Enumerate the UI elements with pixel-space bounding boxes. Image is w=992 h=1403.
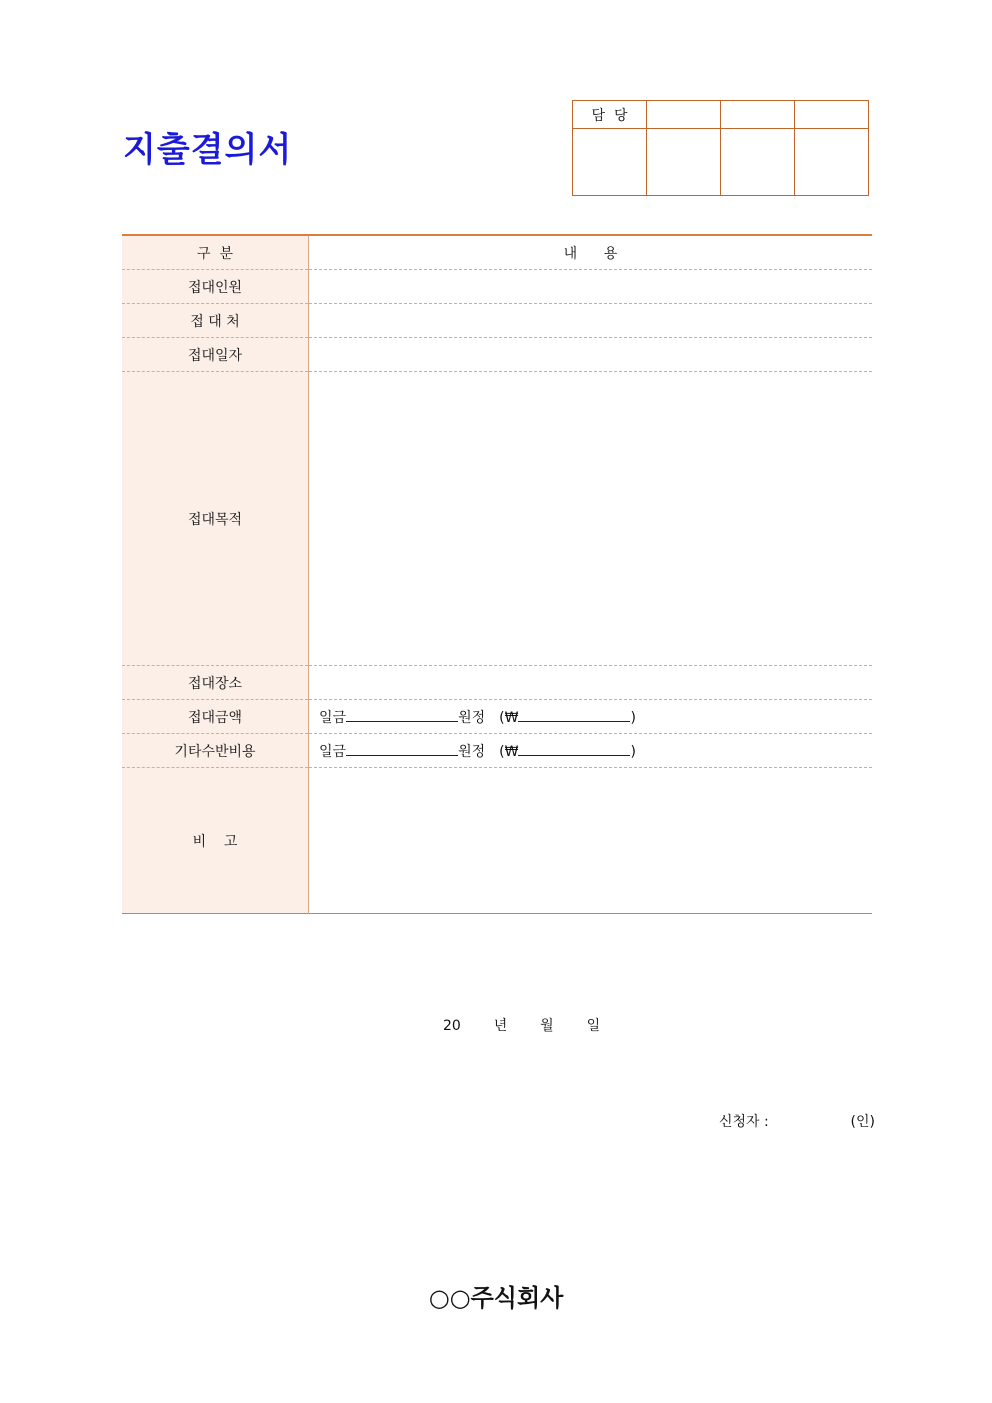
approval-sign-cell[interactable] — [795, 129, 869, 196]
attendees-label: 접대인원 — [122, 270, 309, 304]
approval-header-cell — [795, 101, 869, 129]
applicant-line — [719, 1111, 875, 1131]
other-costs-prefix: 일금 — [319, 743, 347, 760]
remarks-field[interactable] — [309, 768, 873, 914]
table-row — [122, 372, 872, 666]
date-label: 접대일자 — [122, 338, 309, 372]
table-header-row — [122, 235, 872, 270]
place-label: 접대장소 — [122, 666, 309, 700]
company-name: ○○주식회사 — [428, 1284, 564, 1312]
other-costs-label: 기타수반비용 — [122, 734, 309, 768]
table-row — [122, 700, 872, 734]
attendees-field[interactable] — [309, 270, 873, 304]
amount-label: 접대금액 — [122, 700, 309, 734]
date-field[interactable] — [309, 338, 873, 372]
purpose-label: 접대목적 — [122, 372, 309, 666]
amount-currency-open: (₩ — [499, 709, 519, 726]
approval-sign-cell[interactable] — [721, 129, 795, 196]
amount-close: ) — [630, 709, 636, 726]
page-title: 지출결의서 — [123, 130, 293, 170]
seal-mark: (인) — [850, 1114, 875, 1130]
category-header: 구 분 — [122, 235, 309, 270]
amount-won: 원정 — [458, 709, 486, 726]
table-row — [122, 338, 872, 372]
table-row — [122, 270, 872, 304]
approval-header-cell — [721, 101, 795, 129]
content-header: 내 용 — [309, 235, 873, 270]
approval-sign-cell[interactable] — [573, 129, 647, 196]
recipient-label: 접 대 처 — [122, 304, 309, 338]
remarks-label: 비 고 — [122, 768, 309, 914]
approval-header-label: 담 당 — [573, 101, 647, 129]
date-line: 20 년 월 일 — [443, 1018, 601, 1034]
approval-box — [572, 100, 869, 196]
purpose-field[interactable] — [309, 372, 873, 666]
table-row — [122, 304, 872, 338]
table-row — [122, 734, 872, 768]
amount-prefix: 일금 — [319, 709, 347, 726]
approval-sign-cell[interactable] — [647, 129, 721, 196]
other-costs-currency-open: (₩ — [499, 743, 519, 760]
applicant-label: 신청자 : — [719, 1114, 769, 1130]
other-costs-field[interactable] — [309, 734, 873, 768]
table-row — [122, 768, 872, 914]
other-costs-number-blank[interactable] — [518, 741, 630, 756]
expense-form-table — [122, 234, 872, 914]
approval-header-cell — [647, 101, 721, 129]
recipient-field[interactable] — [309, 304, 873, 338]
amount-field[interactable] — [309, 700, 873, 734]
amount-korean-blank[interactable] — [346, 707, 458, 722]
place-field[interactable] — [309, 666, 873, 700]
other-costs-won: 원정 — [458, 743, 486, 760]
other-costs-korean-blank[interactable] — [346, 741, 458, 756]
other-costs-close: ) — [630, 743, 636, 760]
amount-number-blank[interactable] — [518, 707, 630, 722]
table-row — [122, 666, 872, 700]
